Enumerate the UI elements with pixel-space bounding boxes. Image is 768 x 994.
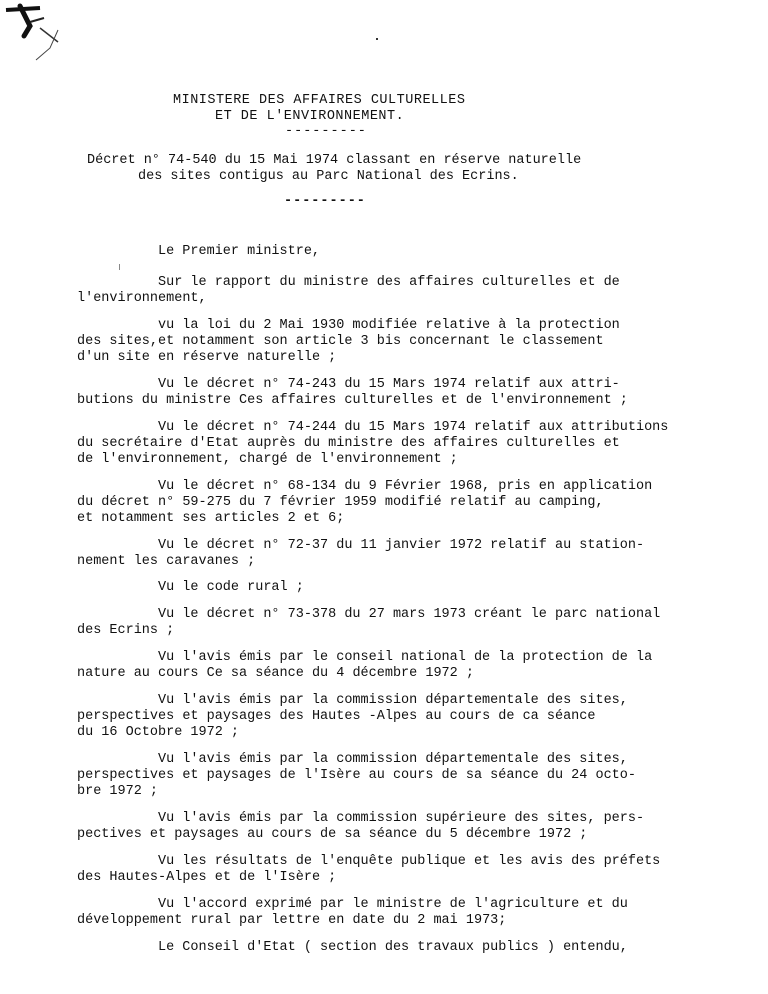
- text-line: des Ecrins ;: [77, 623, 175, 638]
- text-line: perspectives et paysages des Hautes -Alpes au cours de ca séance: [77, 709, 596, 724]
- text-line: bre 1972 ;: [77, 784, 159, 799]
- text-line: nature au cours Ce sa séance du 4 décembre 1972 ;: [77, 666, 474, 681]
- text-line: Sur le rapport du ministre des affaires culturelles et de: [158, 275, 620, 290]
- text-line: Vu le décret n° 74-244 du 15 Mars 1974 relatif aux attributions: [158, 420, 669, 435]
- text-line: vu la loi du 2 Mai 1930 modifiée relative à la protection: [158, 318, 620, 333]
- text-line: du 16 Octobre 1972 ;: [77, 725, 240, 740]
- text-line: Vu l'accord exprimé par le ministre de l'agriculture et du: [158, 897, 628, 912]
- text-line: Vu le décret n° 72-37 du 11 janvier 1972 relatif au station-: [158, 538, 645, 553]
- text-line: Vu l'avis émis par le conseil national de la protection de la: [158, 650, 653, 665]
- ministry-heading: MINISTERE DES AFFAIRES CULTURELLES: [173, 93, 466, 108]
- margin-mark: [119, 264, 120, 270]
- text-line: perspectives et paysages de l'Isère au cours de sa séance du 24 octo-: [77, 768, 636, 783]
- text-line: Vu le décret n° 73-378 du 27 mars 1973 créant le parc national: [158, 607, 661, 622]
- text-line: Vu l'avis émis par la commission départementale des sites,: [158, 693, 628, 708]
- text-line: de l'environnement, chargé de l'environnement ;: [77, 452, 458, 467]
- text-line: Vu l'avis émis par la commission supérieure des sites, pers-: [158, 811, 645, 826]
- speck: [376, 38, 378, 40]
- title-divider: ---------: [284, 194, 366, 209]
- text-line: Vu les résultats de l'enquête publique et les avis des préfets: [158, 854, 661, 869]
- text-line: Vu l'avis émis par la commission départementale des sites,: [158, 752, 628, 767]
- handwritten-check-mark-icon: [0, 0, 80, 80]
- text-line: nement les caravanes ;: [77, 554, 256, 569]
- text-line: Vu le code rural ;: [158, 580, 304, 595]
- text-line: développement rural par lettre en date du 2 mai 1973;: [77, 913, 507, 928]
- text-line: du décret n° 59-275 du 7 février 1959 modifié relatif au camping,: [77, 495, 604, 510]
- text-line: Le Conseil d'Etat ( section des travaux publics ) entendu,: [158, 940, 628, 955]
- decree-title: Décret n° 74-540 du 15 Mai 1974 classant en réserve naturelle: [87, 153, 582, 168]
- text-line: butions du ministre Ces affaires culturelles et de l'environnement ;: [77, 393, 628, 408]
- text-line: des sites,et notamment son article 3 bis concernant le classement: [77, 334, 604, 349]
- text-line: Vu le décret n° 74-243 du 15 Mars 1974 relatif aux attri-: [158, 377, 620, 392]
- text-line: des Hautes-Alpes et de l'Isère ;: [77, 870, 337, 885]
- ministry-heading-line2: ET DE L'ENVIRONNEMENT.: [215, 109, 405, 124]
- heading-divider: ---------: [285, 124, 367, 139]
- decree-title-line2: des sites contigus au Parc National des Ecrins.: [138, 169, 519, 184]
- text-line: et notamment ses articles 2 et 6;: [77, 511, 345, 526]
- text-line: d'un site en réserve naturelle ;: [77, 350, 337, 365]
- text-line: Le Premier ministre,: [158, 244, 321, 259]
- text-line: pectives et paysages au cours de sa séance du 5 décembre 1972 ;: [77, 827, 588, 842]
- text-line: Vu le décret n° 68-134 du 9 Février 1968, pris en application: [158, 479, 653, 494]
- text-line: l'environnement,: [77, 291, 207, 306]
- text-line: du secrétaire d'Etat auprès du ministre des affaires culturelles et: [77, 436, 620, 451]
